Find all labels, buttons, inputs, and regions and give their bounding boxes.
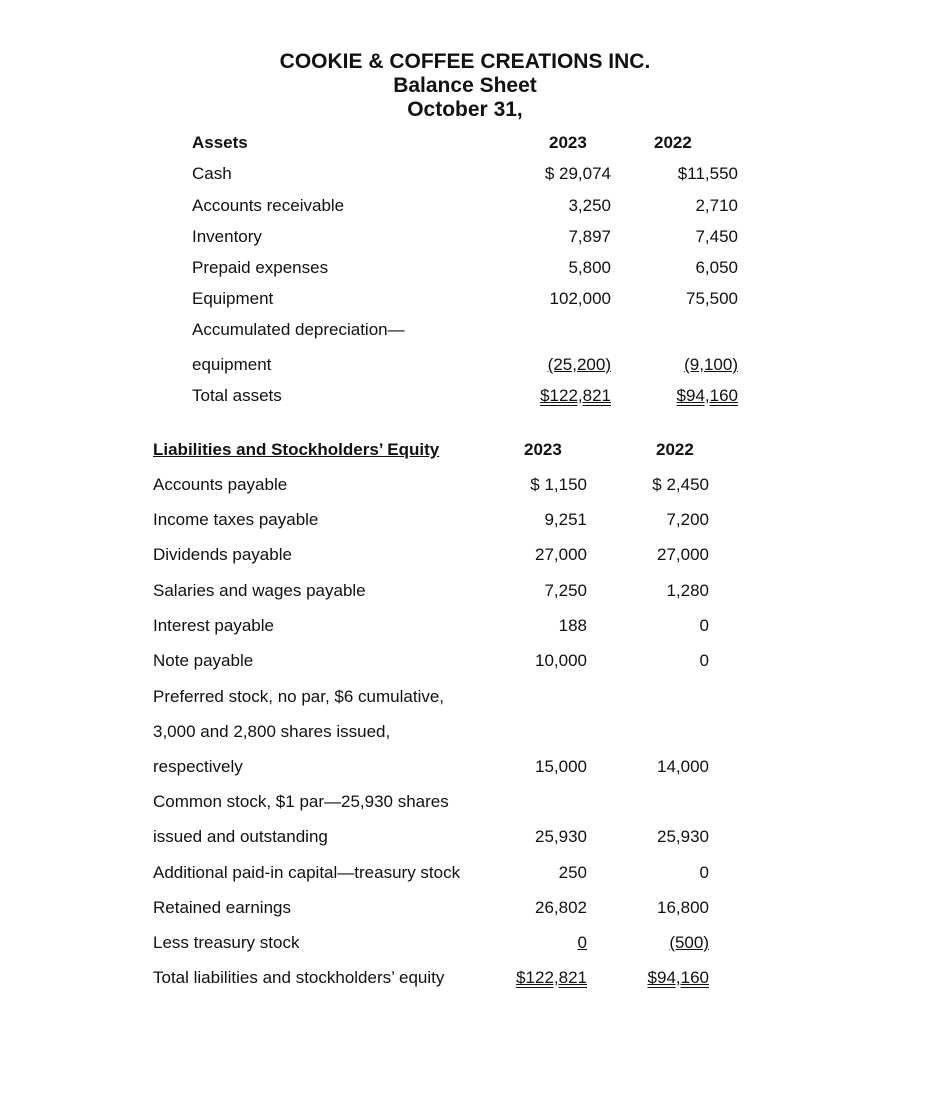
asset-total-2023: $122,821	[540, 386, 611, 405]
liab-common-2022: 25,930	[657, 827, 709, 846]
liabilities-year-2022: 2022	[656, 440, 694, 459]
asset-label-prepaid: Prepaid expenses	[192, 258, 329, 277]
liab-total-2023: $122,821	[516, 968, 587, 987]
liabilities-heading: Liabilities and Stockholders’ Equity	[153, 440, 440, 459]
assets-year-2023: 2023	[549, 133, 587, 152]
liab-label-apic: Additional paid-in capital—treasury stock	[153, 863, 461, 882]
liab-interest-2023: 188	[558, 616, 587, 635]
asset-label-accum-dep: Accumulated depreciation—	[192, 320, 405, 339]
asset-label-cash: Cash	[192, 164, 232, 183]
liab-income-taxes-2023: 9,251	[544, 510, 587, 529]
asset-total-2022: $94,160	[676, 386, 738, 405]
liab-label-income-taxes: Income taxes payable	[153, 510, 319, 529]
statement-title: Balance Sheet	[393, 74, 537, 97]
liab-label-interest: Interest payable	[153, 616, 274, 635]
liab-label-common-2: issued and outstanding	[153, 827, 328, 846]
assets-heading: Assets	[192, 133, 248, 152]
asset-accum-dep-2023: (25,200)	[547, 355, 611, 374]
liab-label-preferred-1: Preferred stock, no par, $6 cumulative,	[153, 687, 445, 706]
liab-salaries-2022: 1,280	[666, 581, 709, 600]
liab-preferred-2023: 15,000	[535, 757, 587, 776]
liab-dividends-2023: 27,000	[535, 545, 587, 564]
statement-date: October 31,	[407, 98, 523, 121]
liab-total-2022: $94,160	[647, 968, 709, 987]
asset-label-accum-dep-equipment: equipment	[192, 355, 272, 374]
liab-income-taxes-2022: 7,200	[666, 510, 709, 529]
company-name: COOKIE & COFFEE CREATIONS INC.	[279, 50, 651, 73]
asset-accum-dep-2022: (9,100)	[684, 355, 738, 374]
asset-cash-2023: $ 29,074	[544, 164, 611, 183]
asset-label-inventory: Inventory	[192, 227, 262, 246]
liab-label-note: Note payable	[153, 651, 254, 670]
liab-dividends-2022: 27,000	[657, 545, 709, 564]
liab-label-total: Total liabilities and stockholders’ equity	[153, 968, 445, 987]
liab-apic-2023: 250	[558, 863, 587, 882]
liab-label-treasury: Less treasury stock	[153, 933, 300, 952]
asset-prepaid-2023: 5,800	[568, 258, 611, 277]
liab-retained-2023: 26,802	[535, 898, 587, 917]
liab-salaries-2023: 7,250	[544, 581, 587, 600]
liab-label-preferred-2: 3,000 and 2,800 shares issued,	[153, 722, 391, 741]
liab-label-dividends: Dividends payable	[153, 545, 292, 564]
asset-prepaid-2022: 6,050	[695, 258, 738, 277]
asset-equipment-2022: 75,500	[686, 289, 738, 308]
liab-label-preferred-3: respectively	[153, 757, 243, 776]
asset-cash-2022: $11,550	[677, 164, 738, 183]
asset-inventory-2023: 7,897	[568, 227, 611, 246]
liab-apic-2022: 0	[699, 863, 709, 882]
liab-note-2023: 10,000	[535, 651, 587, 670]
liab-retained-2022: 16,800	[657, 898, 709, 917]
liab-treasury-2022: (500)	[669, 933, 709, 952]
liab-label-salaries: Salaries and wages payable	[153, 581, 366, 600]
liab-label-common-1: Common stock, $1 par—25,930 shares	[153, 792, 449, 811]
liab-interest-2022: 0	[699, 616, 709, 635]
liab-preferred-2022: 14,000	[657, 757, 709, 776]
asset-label-equipment: Equipment	[192, 289, 274, 308]
asset-label-total: Total assets	[192, 386, 282, 405]
liab-common-2023: 25,930	[535, 827, 587, 846]
asset-inventory-2022: 7,450	[695, 227, 738, 246]
asset-label-receivable: Accounts receivable	[192, 196, 345, 215]
liab-note-2022: 0	[699, 651, 709, 670]
asset-equipment-2023: 102,000	[549, 289, 611, 308]
liab-label-accounts-payable: Accounts payable	[153, 475, 288, 494]
liab-accounts-payable-2023: $ 1,150	[530, 475, 587, 494]
liab-accounts-payable-2022: $ 2,450	[652, 475, 709, 494]
assets-year-2022: 2022	[654, 133, 692, 152]
liab-treasury-2023: 0	[577, 933, 587, 952]
liabilities-year-2023: 2023	[524, 440, 562, 459]
liab-label-retained: Retained earnings	[153, 898, 291, 917]
asset-receivable-2022: 2,710	[695, 196, 738, 215]
asset-receivable-2023: 3,250	[568, 196, 611, 215]
